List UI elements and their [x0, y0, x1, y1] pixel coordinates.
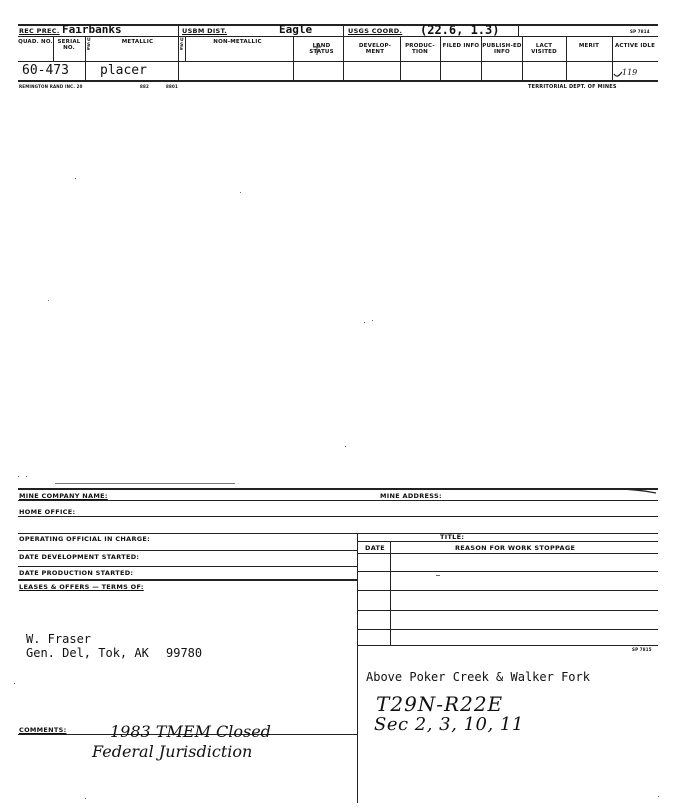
owner-zip: 99780: [166, 646, 203, 660]
mine-address-label: MINE ADDRESS:: [380, 492, 442, 500]
col-merit: MERIT: [578, 43, 600, 49]
col-active-idle: ACTIVE IDLE: [614, 43, 656, 49]
comments-label: COMMENTS:: [19, 726, 67, 734]
col-use-metallic: USE: [87, 38, 91, 53]
location-text: Above Poker Creek & Walker Fork: [366, 670, 590, 684]
usgs-coord-value: (22.6, 1.3): [420, 23, 500, 37]
col-production: PRODUC-TION: [405, 43, 435, 55]
dept-label: TERRITORIAL DEPT. OF MINES: [528, 84, 617, 90]
col-filed-info: FILED INFO: [442, 43, 480, 49]
date-production-label: DATE PRODUCTION STARTED:: [19, 569, 134, 577]
usbm-dist-value: Eagle: [279, 23, 313, 36]
mine-company-label: MINE COMPANY NAME:: [19, 492, 108, 500]
title-label: TITLE:: [440, 533, 465, 541]
owner-name: W. Fraser: [26, 632, 92, 646]
active-idle-mark: 119: [622, 68, 638, 77]
col-metallic: METALLIC: [121, 39, 154, 45]
comment-line-1: 1983 TMEM Closed: [110, 722, 271, 741]
date-column-header: DATE: [365, 544, 385, 552]
usbm-dist-label: USBM DIST.: [182, 27, 228, 35]
col-last-visited: LACT VISITED: [531, 43, 557, 55]
printer-label: REMINGTON RAND INC. 20: [19, 84, 83, 89]
col-serial-no: SERIAL NO.: [57, 39, 81, 51]
col-nonmetallic: NON-METALLIC: [213, 39, 262, 45]
col-development: DEVELOP-MENT: [358, 43, 392, 55]
col-quad-no: QUAD. NO.: [18, 39, 53, 45]
metallic-value: placer: [100, 63, 147, 78]
rec-prec-label: REC PREC.: [19, 27, 60, 35]
sections: Sec 2, 3, 10, 11: [374, 714, 524, 735]
usgs-coord-label: USGS COORD.: [348, 27, 403, 35]
quad-serial-value: 60-473: [22, 63, 69, 78]
operating-official-label: OPERATING OFFICIAL IN CHARGE:: [19, 535, 151, 543]
col-published-info: PUBLISH-ED INFO: [482, 43, 522, 55]
check-mark-icon: [612, 66, 626, 80]
owner-address: Gen. Del, Tok, AK: [26, 646, 149, 660]
form-number-top: SP 7814: [630, 29, 650, 34]
comment-line-2: Federal Jurisdiction: [92, 742, 253, 761]
col-use-nonmetallic: USE: [180, 38, 184, 53]
home-office-label: HOME OFFICE:: [19, 508, 76, 516]
form-number-bottom: SP 7815: [632, 647, 652, 652]
rec-prec-value: Fairbanks: [62, 23, 122, 36]
leases-label: LEASES & OFFERS — TERMS OF:: [19, 583, 144, 591]
printer-code-1: 882: [140, 84, 149, 89]
reason-column-header: REASON FOR WORK STOPPAGE: [455, 544, 576, 552]
pen-stroke-icon: [600, 486, 658, 496]
date-development-label: DATE DEVELOPMENT STARTED:: [19, 553, 140, 561]
printer-code-2: 8801: [166, 84, 178, 89]
col-land-status: LAND STATUS: [309, 43, 334, 55]
pencil-mark-icon: [310, 42, 324, 56]
township-range: T29N-R22E: [376, 692, 504, 716]
